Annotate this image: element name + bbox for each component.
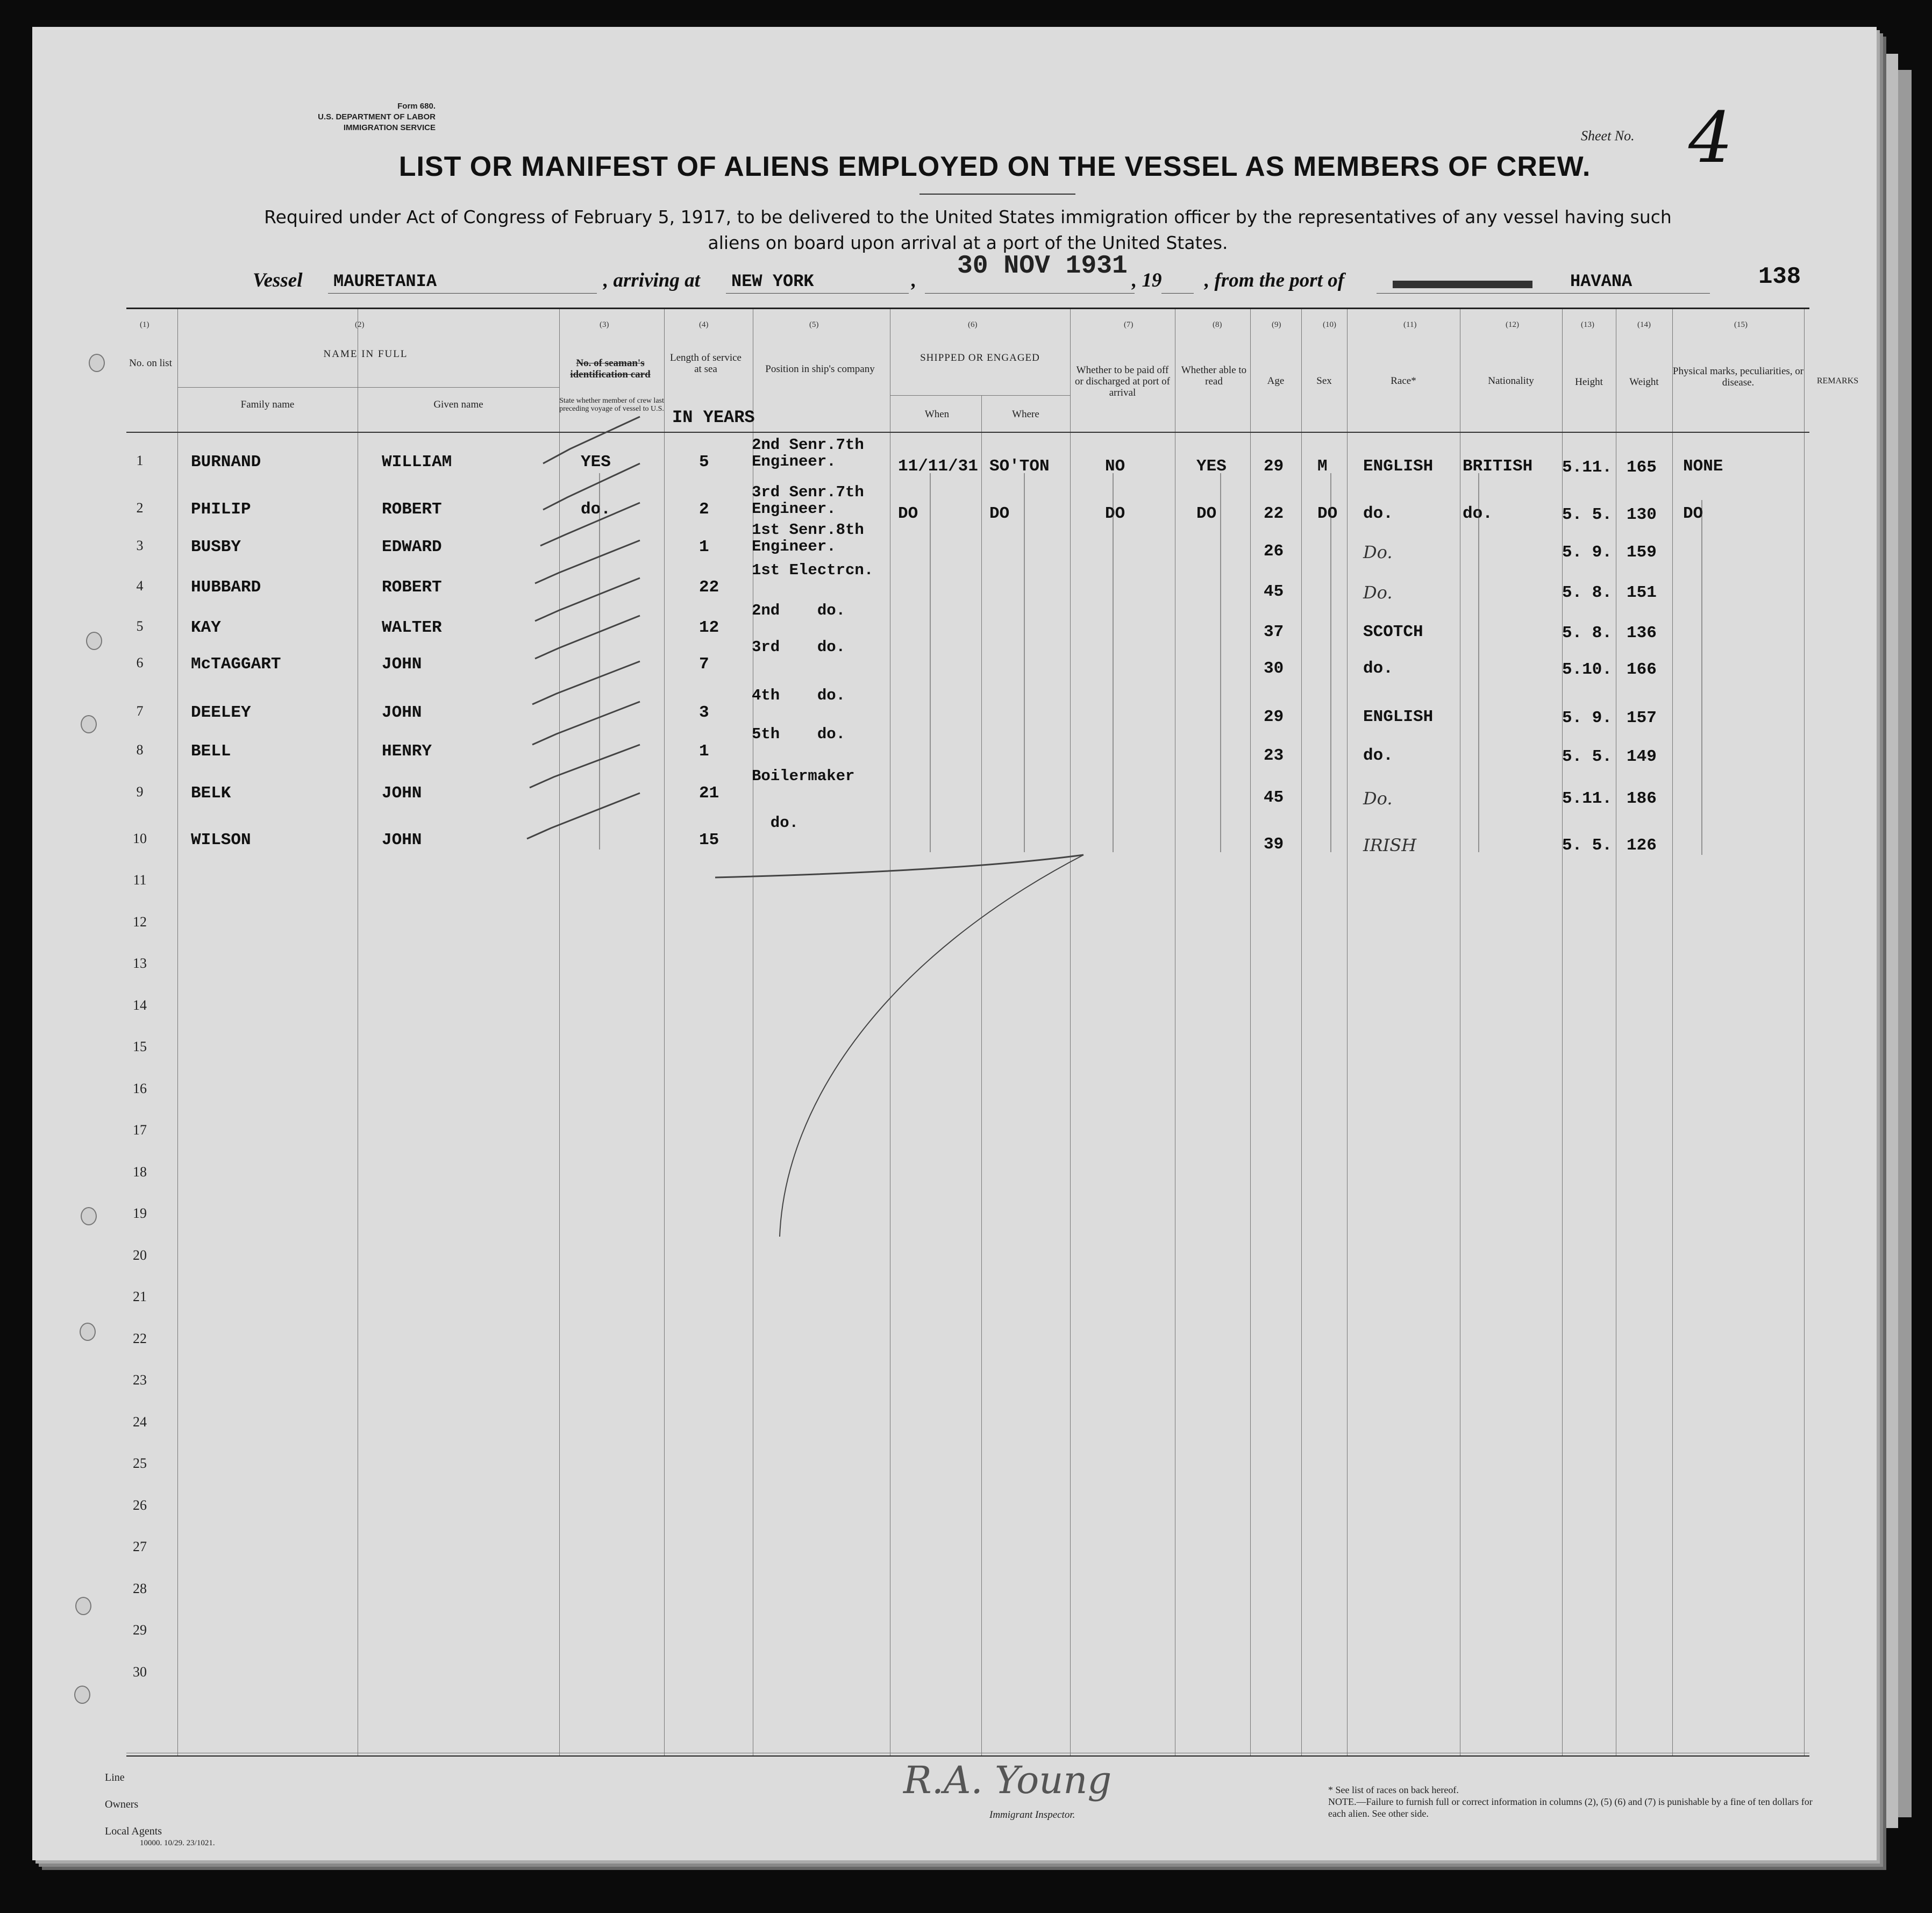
col-num: (14): [1637, 320, 1651, 329]
given-name-cell: JOHN: [382, 784, 422, 803]
age-cell: 30: [1264, 659, 1284, 678]
given-name-cell: WILLIAM: [382, 453, 452, 472]
family-name-cell: PHILIP: [191, 500, 251, 519]
physical-marks-cell: NONE: [1683, 457, 1723, 476]
print-code: 10000. 10/29. 23/1021.: [140, 1839, 215, 1847]
row-number: 21: [133, 1289, 147, 1304]
able-read-cell: DO: [1196, 504, 1217, 523]
row-number: 17: [133, 1122, 147, 1138]
family-name-cell: DEELEY: [191, 703, 251, 722]
header-no-on-list: No. on list: [129, 358, 172, 369]
years-cell: 1: [699, 742, 709, 761]
note-races: * See list of races on back hereof.: [1328, 1784, 1459, 1795]
sheet-label: Sheet No.: [1581, 128, 1635, 144]
note-text: NOTE.—Failure to furnish full or correct information in columns (2), (5) (6) and (7) is punishable by a fine of ten dollars for each alien. See other side.: [1328, 1796, 1813, 1819]
row-number: 7: [136, 703, 144, 719]
row-number: 8: [136, 742, 144, 758]
position-cell: 3rd do.: [752, 638, 846, 656]
header-weight: Weight: [1629, 376, 1659, 388]
height-cell: 5. 9.: [1562, 543, 1613, 562]
position-cell: 2nd Senr.7th Engineer.: [752, 436, 864, 470]
where-cell: SO'TON: [989, 457, 1050, 476]
row-number: 10: [133, 831, 147, 846]
family-name-cell: McTAGGART: [191, 655, 281, 674]
sex-cell: DO: [1317, 504, 1338, 523]
able-read-cell: YES: [1196, 457, 1227, 476]
height-cell: 5. 5.: [1562, 836, 1613, 855]
age-cell: 45: [1264, 788, 1284, 807]
row-number: 5: [136, 618, 144, 634]
physical-marks-cell: DO: [1683, 504, 1703, 523]
age-cell: 23: [1264, 746, 1284, 765]
header-height: Height: [1575, 376, 1603, 388]
given-name-cell: JOHN: [382, 703, 422, 722]
position-cell: 2nd do.: [752, 602, 846, 619]
row-number: 12: [133, 913, 147, 930]
age-cell: 37: [1264, 623, 1284, 641]
year-label: , 19: [1132, 269, 1162, 291]
in-years-stamp: IN YEARS: [672, 408, 755, 427]
row-number: 27: [133, 1539, 147, 1554]
years-cell: 3: [699, 703, 709, 722]
header-race: Race*: [1391, 375, 1416, 387]
years-cell: 12: [699, 618, 719, 637]
row-number: 23: [133, 1372, 147, 1388]
sex-cell: M: [1317, 457, 1328, 476]
weight-cell: 136: [1627, 624, 1657, 643]
height-cell: 5. 8.: [1562, 624, 1613, 643]
header-paid-off: Whether to be paid off or discharged at port of arrival: [1075, 365, 1170, 398]
col-num: (15): [1734, 320, 1748, 329]
position-cell: do.: [752, 814, 799, 832]
vessel-name: MAURETANIA: [333, 272, 437, 291]
height-cell: 5. 8.: [1562, 583, 1613, 602]
position-cell: 3rd Senr.7th Engineer.: [752, 483, 864, 518]
row-number: 28: [133, 1580, 147, 1596]
row-number: 30: [133, 1664, 147, 1680]
weight-cell: 151: [1627, 583, 1657, 602]
col-num: (4): [699, 320, 709, 329]
row-number: 26: [133, 1497, 147, 1513]
family-name-cell: BELL: [191, 742, 231, 761]
row-number: 4: [136, 578, 144, 594]
family-name-cell: BURNAND: [191, 453, 261, 472]
position-cell: 1st Electrcn.: [752, 561, 874, 579]
position-cell: Boilermaker: [752, 767, 855, 785]
header-family-name: Family name: [240, 399, 295, 410]
col-num: (3): [600, 320, 609, 329]
weight-cell: 166: [1627, 660, 1657, 679]
subtitle-line-2: aliens on board upon arrival at a port of the United States.: [708, 232, 1228, 253]
prev-voyage-cell: YES: [581, 453, 611, 472]
header-shipped: SHIPPED OR ENGAGED: [920, 352, 1040, 363]
given-name-cell: HENRY: [382, 742, 432, 761]
row-number: 14: [133, 997, 147, 1013]
prev-voyage-cell: do.: [581, 500, 611, 519]
family-name-cell: KAY: [191, 618, 221, 637]
years-cell: 15: [699, 831, 719, 850]
years-cell: 5: [699, 453, 709, 472]
age-cell: 26: [1264, 542, 1284, 561]
height-cell: 5. 5.: [1562, 747, 1613, 766]
row-number: 11: [133, 872, 147, 888]
given-name-cell: EDWARD: [382, 538, 442, 556]
race-cell: do.: [1363, 746, 1393, 765]
inspector-signature: R.A. Young: [903, 1758, 1112, 1802]
height-cell: 5. 5.: [1562, 505, 1613, 524]
position-cell: 1st Senr.8th Engineer.: [752, 521, 864, 555]
weight-cell: 165: [1627, 458, 1657, 477]
col-num: (5): [809, 320, 819, 329]
paid-off-cell: DO: [1105, 504, 1125, 523]
when-cell: 11/11/31: [898, 457, 978, 476]
position-cell: 5th do.: [752, 725, 846, 743]
race-cell: Do.: [1363, 788, 1393, 809]
row-number: 2: [136, 500, 144, 516]
row-number: 3: [136, 538, 144, 553]
row-number: 19: [133, 1205, 147, 1221]
years-cell: 22: [699, 578, 719, 597]
header-nationality: Nationality: [1488, 375, 1534, 387]
row-number: 25: [133, 1455, 147, 1471]
header-prev-voyage: State whether member of crew last preceding voyage of vessel to U.S.: [559, 397, 664, 413]
family-name-cell: WILSON: [191, 831, 251, 850]
header-position: Position in ship's company: [765, 363, 875, 375]
family-name-cell: BUSBY: [191, 538, 241, 556]
years-cell: 2: [699, 500, 709, 519]
weight-cell: 157: [1627, 709, 1657, 727]
inspector-label: Immigrant Inspector.: [989, 1809, 1075, 1821]
race-cell: Do.: [1363, 542, 1393, 562]
col-num: (10): [1323, 320, 1336, 329]
arrival-port: NEW YORK: [731, 272, 814, 291]
col-num: (12): [1506, 320, 1519, 329]
height-cell: 5.11.: [1562, 789, 1613, 808]
given-name-cell: ROBERT: [382, 500, 442, 519]
footer-owners-label: Owners: [105, 1798, 139, 1810]
col-num: (13): [1581, 320, 1594, 329]
given-name-cell: JOHN: [382, 655, 422, 674]
race-cell: do.: [1363, 504, 1393, 523]
header-length-service: Length of service at sea: [670, 352, 742, 375]
footer-line-label: Line: [105, 1772, 125, 1783]
position-cell: 4th do.: [752, 687, 846, 704]
footer-agents-label: Local Agents: [105, 1825, 162, 1837]
race-cell: do.: [1363, 659, 1393, 678]
paid-off-cell: NO: [1105, 457, 1125, 476]
given-name-cell: WALTER: [382, 618, 442, 637]
col-num: (1): [140, 320, 149, 329]
nationality-cell: do.: [1463, 504, 1493, 523]
weight-cell: 186: [1627, 789, 1657, 808]
footer-notes: [1328, 1784, 1823, 1819]
sheet-number: 4: [1688, 97, 1733, 179]
subtitle-line-1: Required under Act of Congress of February 5, 1917, to be delivered to the United States immigration officer by the representatives of any vessel having such: [264, 206, 1672, 227]
race-cell: IRISH: [1363, 835, 1417, 855]
row-number: 24: [133, 1414, 147, 1430]
row-number: 13: [133, 955, 147, 971]
family-name-cell: HUBBARD: [191, 578, 261, 597]
department: U.S. DEPARTMENT OF LABOR: [318, 112, 436, 122]
height-cell: 5.11.: [1562, 458, 1613, 477]
years-cell: 21: [699, 784, 719, 803]
where-cell: DO: [989, 504, 1010, 523]
row-number: 1: [136, 453, 144, 468]
height-cell: 5.10.: [1562, 660, 1613, 679]
given-name-cell: ROBERT: [382, 578, 442, 597]
header-given-name: Given name: [433, 399, 483, 410]
col-num: (2): [355, 320, 365, 329]
race-cell: Do.: [1363, 582, 1393, 603]
race-cell: ENGLISH: [1363, 457, 1434, 476]
row-number: 9: [136, 784, 144, 800]
years-cell: 7: [699, 655, 709, 674]
header-remarks: REMARKS: [1816, 376, 1859, 386]
col-num: (11): [1403, 320, 1417, 329]
header-id-card: No. of seaman's identification card: [570, 358, 651, 380]
family-name-cell: BELK: [191, 784, 231, 803]
header-physical: Physical marks, peculiarities, or disease.: [1672, 366, 1804, 388]
service: IMMIGRATION SERVICE: [343, 123, 436, 132]
weight-cell: 159: [1627, 543, 1657, 562]
weight-cell: 130: [1627, 505, 1657, 524]
from-port: HAVANA: [1570, 272, 1632, 291]
date-stamp: 30 NOV 1931: [957, 252, 1128, 281]
race-cell: ENGLISH: [1363, 708, 1434, 726]
row-number: 22: [133, 1330, 147, 1346]
comma: ,: [911, 269, 917, 291]
col-num: (6): [968, 320, 978, 329]
vessel-label: Vessel: [253, 269, 303, 291]
age-cell: 39: [1264, 835, 1284, 854]
row-number: 29: [133, 1622, 147, 1638]
form-number: Form 680.: [397, 102, 436, 111]
col-num: (8): [1213, 320, 1222, 329]
header-name-in-full: NAME IN FULL: [323, 348, 408, 360]
race-cell: SCOTCH: [1363, 623, 1423, 641]
header-when: When: [924, 409, 950, 420]
arriving-label: , arriving at: [603, 269, 700, 291]
manifest-number: 138: [1758, 263, 1801, 290]
weight-cell: 126: [1627, 836, 1657, 855]
page-title: LIST OR MANIFEST OF ALIENS EMPLOYED ON THE VESSEL AS MEMBERS OF CREW.: [398, 151, 1591, 182]
given-name-cell: JOHN: [382, 831, 422, 850]
header-age: Age: [1267, 375, 1285, 387]
age-cell: 22: [1264, 504, 1284, 523]
when-cell: DO: [898, 504, 918, 523]
weight-cell: 149: [1627, 747, 1657, 766]
age-cell: 29: [1264, 457, 1284, 476]
row-number: 20: [133, 1247, 147, 1263]
row-number: 18: [133, 1163, 147, 1180]
nationality-cell: BRITISH: [1463, 457, 1533, 476]
height-cell: 5. 9.: [1562, 709, 1613, 727]
header-sex: Sex: [1316, 375, 1332, 387]
age-cell: 45: [1264, 582, 1284, 601]
years-cell: 1: [699, 538, 709, 556]
col-num: (7): [1124, 320, 1133, 329]
row-number: 16: [133, 1080, 147, 1096]
age-cell: 29: [1264, 708, 1284, 726]
col-num: (9): [1272, 320, 1281, 329]
header-where: Where: [1012, 409, 1039, 420]
row-number: 6: [136, 655, 144, 670]
from-label: , from the port of: [1204, 269, 1345, 291]
header-able-read: Whether able to read: [1181, 365, 1247, 387]
row-number: 15: [133, 1039, 147, 1054]
